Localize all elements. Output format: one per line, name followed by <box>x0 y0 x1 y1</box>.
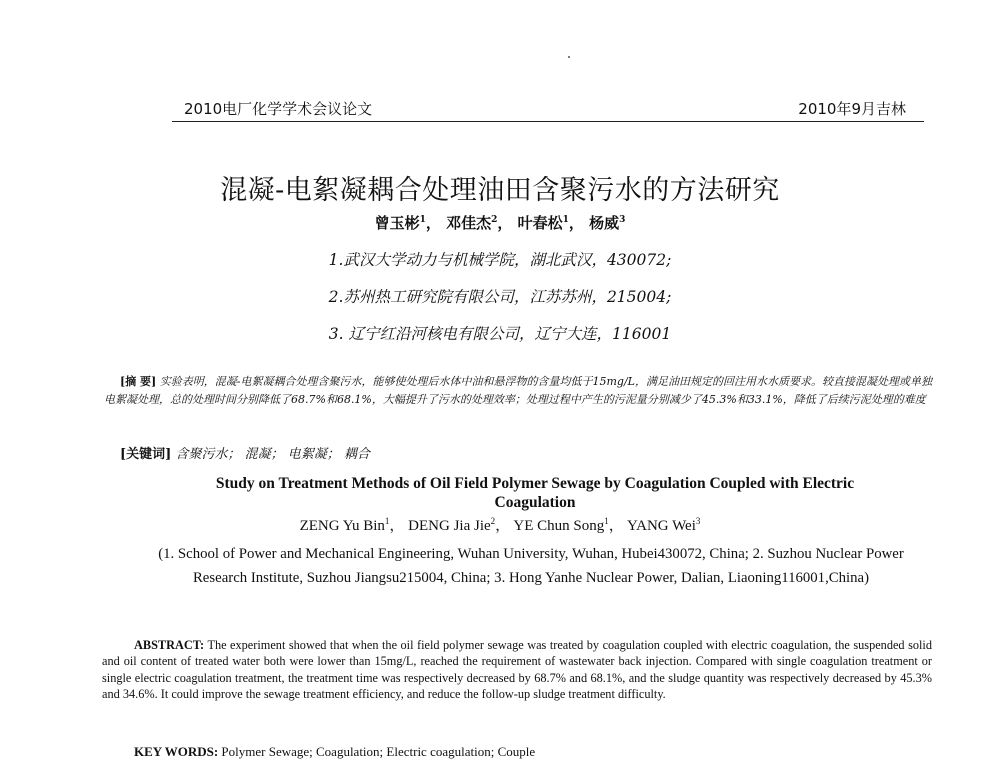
scan-speck <box>568 56 570 58</box>
authors-en <box>0 514 1000 535</box>
author-name: 邓佳杰 <box>446 214 492 232</box>
abstract-en-label: ABSTRACT: <box>134 638 205 652</box>
author-affil-mark: 1 <box>384 516 390 526</box>
author-name: YANG Wei <box>626 518 696 534</box>
keywords-cn <box>120 443 370 462</box>
author-affil-mark: 3 <box>619 215 626 225</box>
author-name: YE Chun Song <box>513 518 605 534</box>
author-affil-mark: 1 <box>562 215 569 225</box>
affiliations-en: (1. School of Power and Mechanical Engineering, Wuhan University, Wuhan, Hubei430072, China; 2. Suzhou Nuclear Power Research Institute, Suzhou Jiangsu215004, China; 3. Hong Yanhe Nuclear Power, Dalian, Liaoning116001,China) <box>158 546 904 586</box>
author-name: DENG Jia Jie <box>408 518 491 534</box>
affiliation-cn-2: 2.苏州热工研究院有限公司，江苏苏州，215004; <box>328 288 672 306</box>
affiliation-cn-3: 3. 辽宁红沿河核电有限公司，辽宁大连，116001 <box>328 325 672 343</box>
abstract-cn-text: 实验表明，混凝-电絮凝耦合处理含聚污水，能够使处理后水体中油和悬浮物的含量均低于15mg/L，满足油田规定的回注用水水质要求。较直接混凝处理或单独电絮凝处理，总的处理时间分别降低了68.7%和68.1%，大幅提升了污水的处理效率；处理过程中产生的污泥量分别减少了45.3%和33.1%，降低了后续污泥处理的难度 <box>104 375 932 406</box>
affiliation-cn-1: 1.武汉大学动力与机械学院，湖北武汉，430072; <box>328 251 672 269</box>
keywords-en-text: Polymer Sewage; Coagulation; Electric coagulation; Couple <box>221 744 536 759</box>
abstract-en-text: The experiment showed that when the oil field polymer sewage was treated by coagulation coupled with electric coagulation, the suspended solid and oil content of treated water both were lower than 15mg/L, reached the requirement of wastewater back injection. Compared with single coagulation treatment or single electric coagulation treatment, the treatment time was respectively decreased by 68.7% and 68.1%, and the sludge quantity was respectively decreased by 45.3% and 34.6%. It could improve the sewage treatment efficiency, and reduce the follow-up sludge treatment difficulty. <box>102 638 932 702</box>
author-affil-mark: 2 <box>491 215 498 225</box>
author-name: 杨威 <box>589 214 620 232</box>
author-separator: ， <box>495 518 511 534</box>
author-separator: ， <box>425 214 441 232</box>
author-name: 叶春松 <box>517 214 563 232</box>
author-affil-mark: 1 <box>604 516 609 526</box>
author-affil-mark: 3 <box>695 516 701 526</box>
author-name: 曾玉彬 <box>374 214 420 232</box>
author-separator: ， <box>608 518 624 534</box>
keywords-cn-label: [关键词] <box>120 447 172 462</box>
paper-title-en: Study on Treatment Methods of Oil Field Polymer Sewage by Coagulation Coupled with Electric Coagulation <box>215 475 855 511</box>
keywords-cn-text: 含聚污水； 混凝； 电絮凝； 耦合 <box>175 447 370 462</box>
author-separator: ， <box>497 214 513 232</box>
author-separator: ， <box>389 518 405 534</box>
authors-cn <box>0 212 1000 233</box>
abstract-en <box>102 637 932 703</box>
keywords-en <box>134 744 535 760</box>
header-date-place: 2010年9月吉林 <box>798 100 906 118</box>
header-conference: 2010电厂化学学术会议论文 <box>184 100 373 118</box>
paper-title-cn: 混凝-电絮凝耦合处理油田含聚污水的方法研究 <box>220 175 780 206</box>
author-name: ZENG Yu Bin <box>299 518 385 534</box>
author-separator: ， <box>568 214 584 232</box>
abstract-cn <box>104 373 932 409</box>
author-affil-mark: 2 <box>490 516 496 526</box>
running-header <box>172 97 924 122</box>
abstract-cn-label: [摘 要] <box>120 375 157 388</box>
author-affil-mark: 1 <box>419 215 426 225</box>
keywords-en-label: KEY WORDS: <box>134 744 219 759</box>
